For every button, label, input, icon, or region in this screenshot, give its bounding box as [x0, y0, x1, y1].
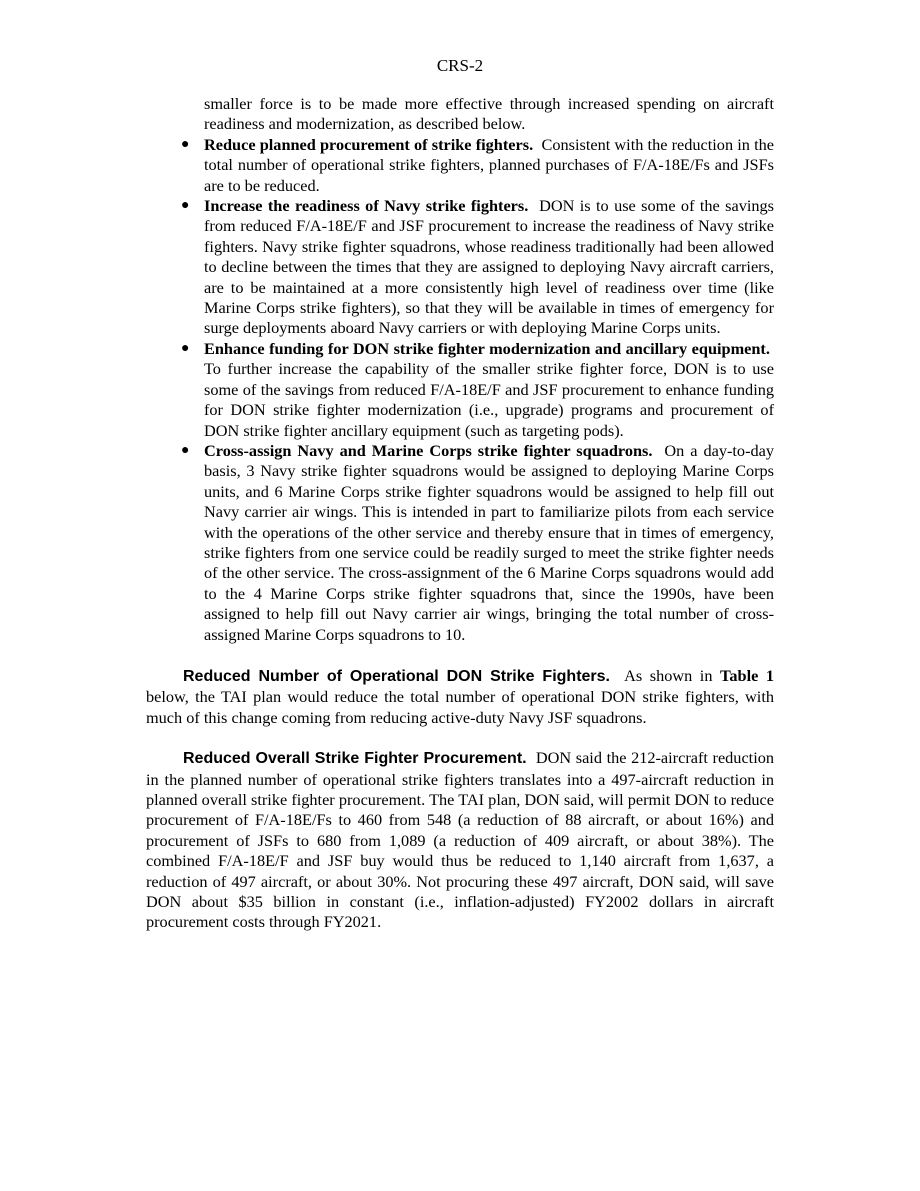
- section-heading: Reduced Number of Operational DON Strike Fighters.: [183, 667, 610, 685]
- section-operational-strike-fighters: [146, 666, 774, 728]
- page-header-label: CRS-2: [436, 56, 484, 75]
- bullet-text: To further increase the capability of the smaller strike fighter force, DON is to use some of the savings from reduced F/A-18E/F and JSF procurement to enhance funding for DON strike fighter modernization (i.e., upgrade) programs and procurement of DON strike fighter ancillary equipment (such as targeting pods).: [204, 359, 774, 440]
- bullet-icon: ●: [181, 442, 190, 458]
- bullet-item: [181, 134, 774, 196]
- section-text-before: As shown in: [624, 665, 713, 685]
- section-overall-procurement: [146, 748, 774, 933]
- bullet-text: On a day-to-day basis, 3 Navy strike fighter squadrons would be assigned to deploying Marine Corps units, and 6 Marine Corps strike fighter squadrons would be assigned to help fill out Navy carrier air wings. This is intended in part to familiarize pilots from each service with the operations of the other service and thereby ensure that in times of emergency, strike fighters from one service could be readily surged to meet the strike fighter needs of the other service. The cross-assignment of the 6 Marine Corps squadrons would add to the 4 Marine Corps strike fighter squadrons that, since the 1990s, have been assigned to help fill out Navy carrier air wings, bringing the total number of cross-assigned Marine Corps squadrons to 10.: [204, 440, 775, 644]
- document-body: [146, 94, 774, 933]
- bullet-item: [181, 440, 775, 645]
- bullet-item: [181, 196, 775, 339]
- bullet-icon: ●: [181, 198, 190, 214]
- bullet-text: DON is to use some of the savings from reduced F/A-18E/F and JSF procurement to increase the readiness of Navy strike fighters. Navy strike fighter squadrons, whose readiness traditionally had been allowed to decline between the times that they are assigned to deploying Navy aircraft carriers, are to be maintained at a more consistently high level of readiness over time (like Marine Corps strike fighters), so that they will be available in times of emergency for surge deployments aboard Navy carriers or with deploying Marine Corps units.: [204, 196, 775, 338]
- bullet-icon: ●: [181, 340, 190, 356]
- section-text: DON said the 212-aircraft reduction in the planned number of operational strike fighters translates into a 497-aircraft reduction in planned overall strike fighter procurement. The TAI plan, DON said, will permit DON to reduce procurement of F/A-18E/Fs to 460 from 548 (a reduction of 88 aircraft, or about 16%) and procurement of JSFs to 680 from 1,089 (a reduction of 409 aircraft, or about 38%). The combined F/A-18E/F and JSF buy would thus be reduced to 1,140 aircraft from 1,637, a reduction of 497 aircraft, or about 30%. Not procuring these 497 aircraft, DON said, will save DON about $35 billion in constant (i.e., inflation-adjusted) FY2002 dollars in aircraft procurement costs through FY2021.: [146, 748, 775, 932]
- bullet-lead: Increase the readiness of Navy strike fighters.: [204, 196, 529, 216]
- bullet-lead: Reduce planned procurement of strike fighters.: [204, 134, 534, 154]
- bullet-lead: Cross-assign Navy and Marine Corps strike fighter squadrons.: [204, 440, 653, 460]
- bullet-text: Consistent with the reduction in the total number of operational strike fighters, planned purchases of F/A-18E/Fs and JSFs are to be reduced.: [204, 134, 774, 195]
- intro-continuation-text: smaller force is to be made more effective through increased spending on aircraft readiness and modernization, as described below.: [204, 94, 774, 134]
- section-heading: Reduced Overall Strike Fighter Procurement.: [183, 750, 527, 768]
- bullet-item: [181, 338, 774, 441]
- bullet-icon: ●: [181, 136, 190, 152]
- table-reference: Table 1: [720, 665, 774, 685]
- bullet-list: [146, 135, 774, 645]
- section-text-after: below, the TAI plan would reduce the total number of operational DON strike fighters, with much of this change coming from reducing active-duty Navy JSF squadrons.: [146, 687, 774, 727]
- bullet-lead: Enhance funding for DON strike fighter modernization and ancillary equipment.: [204, 338, 770, 358]
